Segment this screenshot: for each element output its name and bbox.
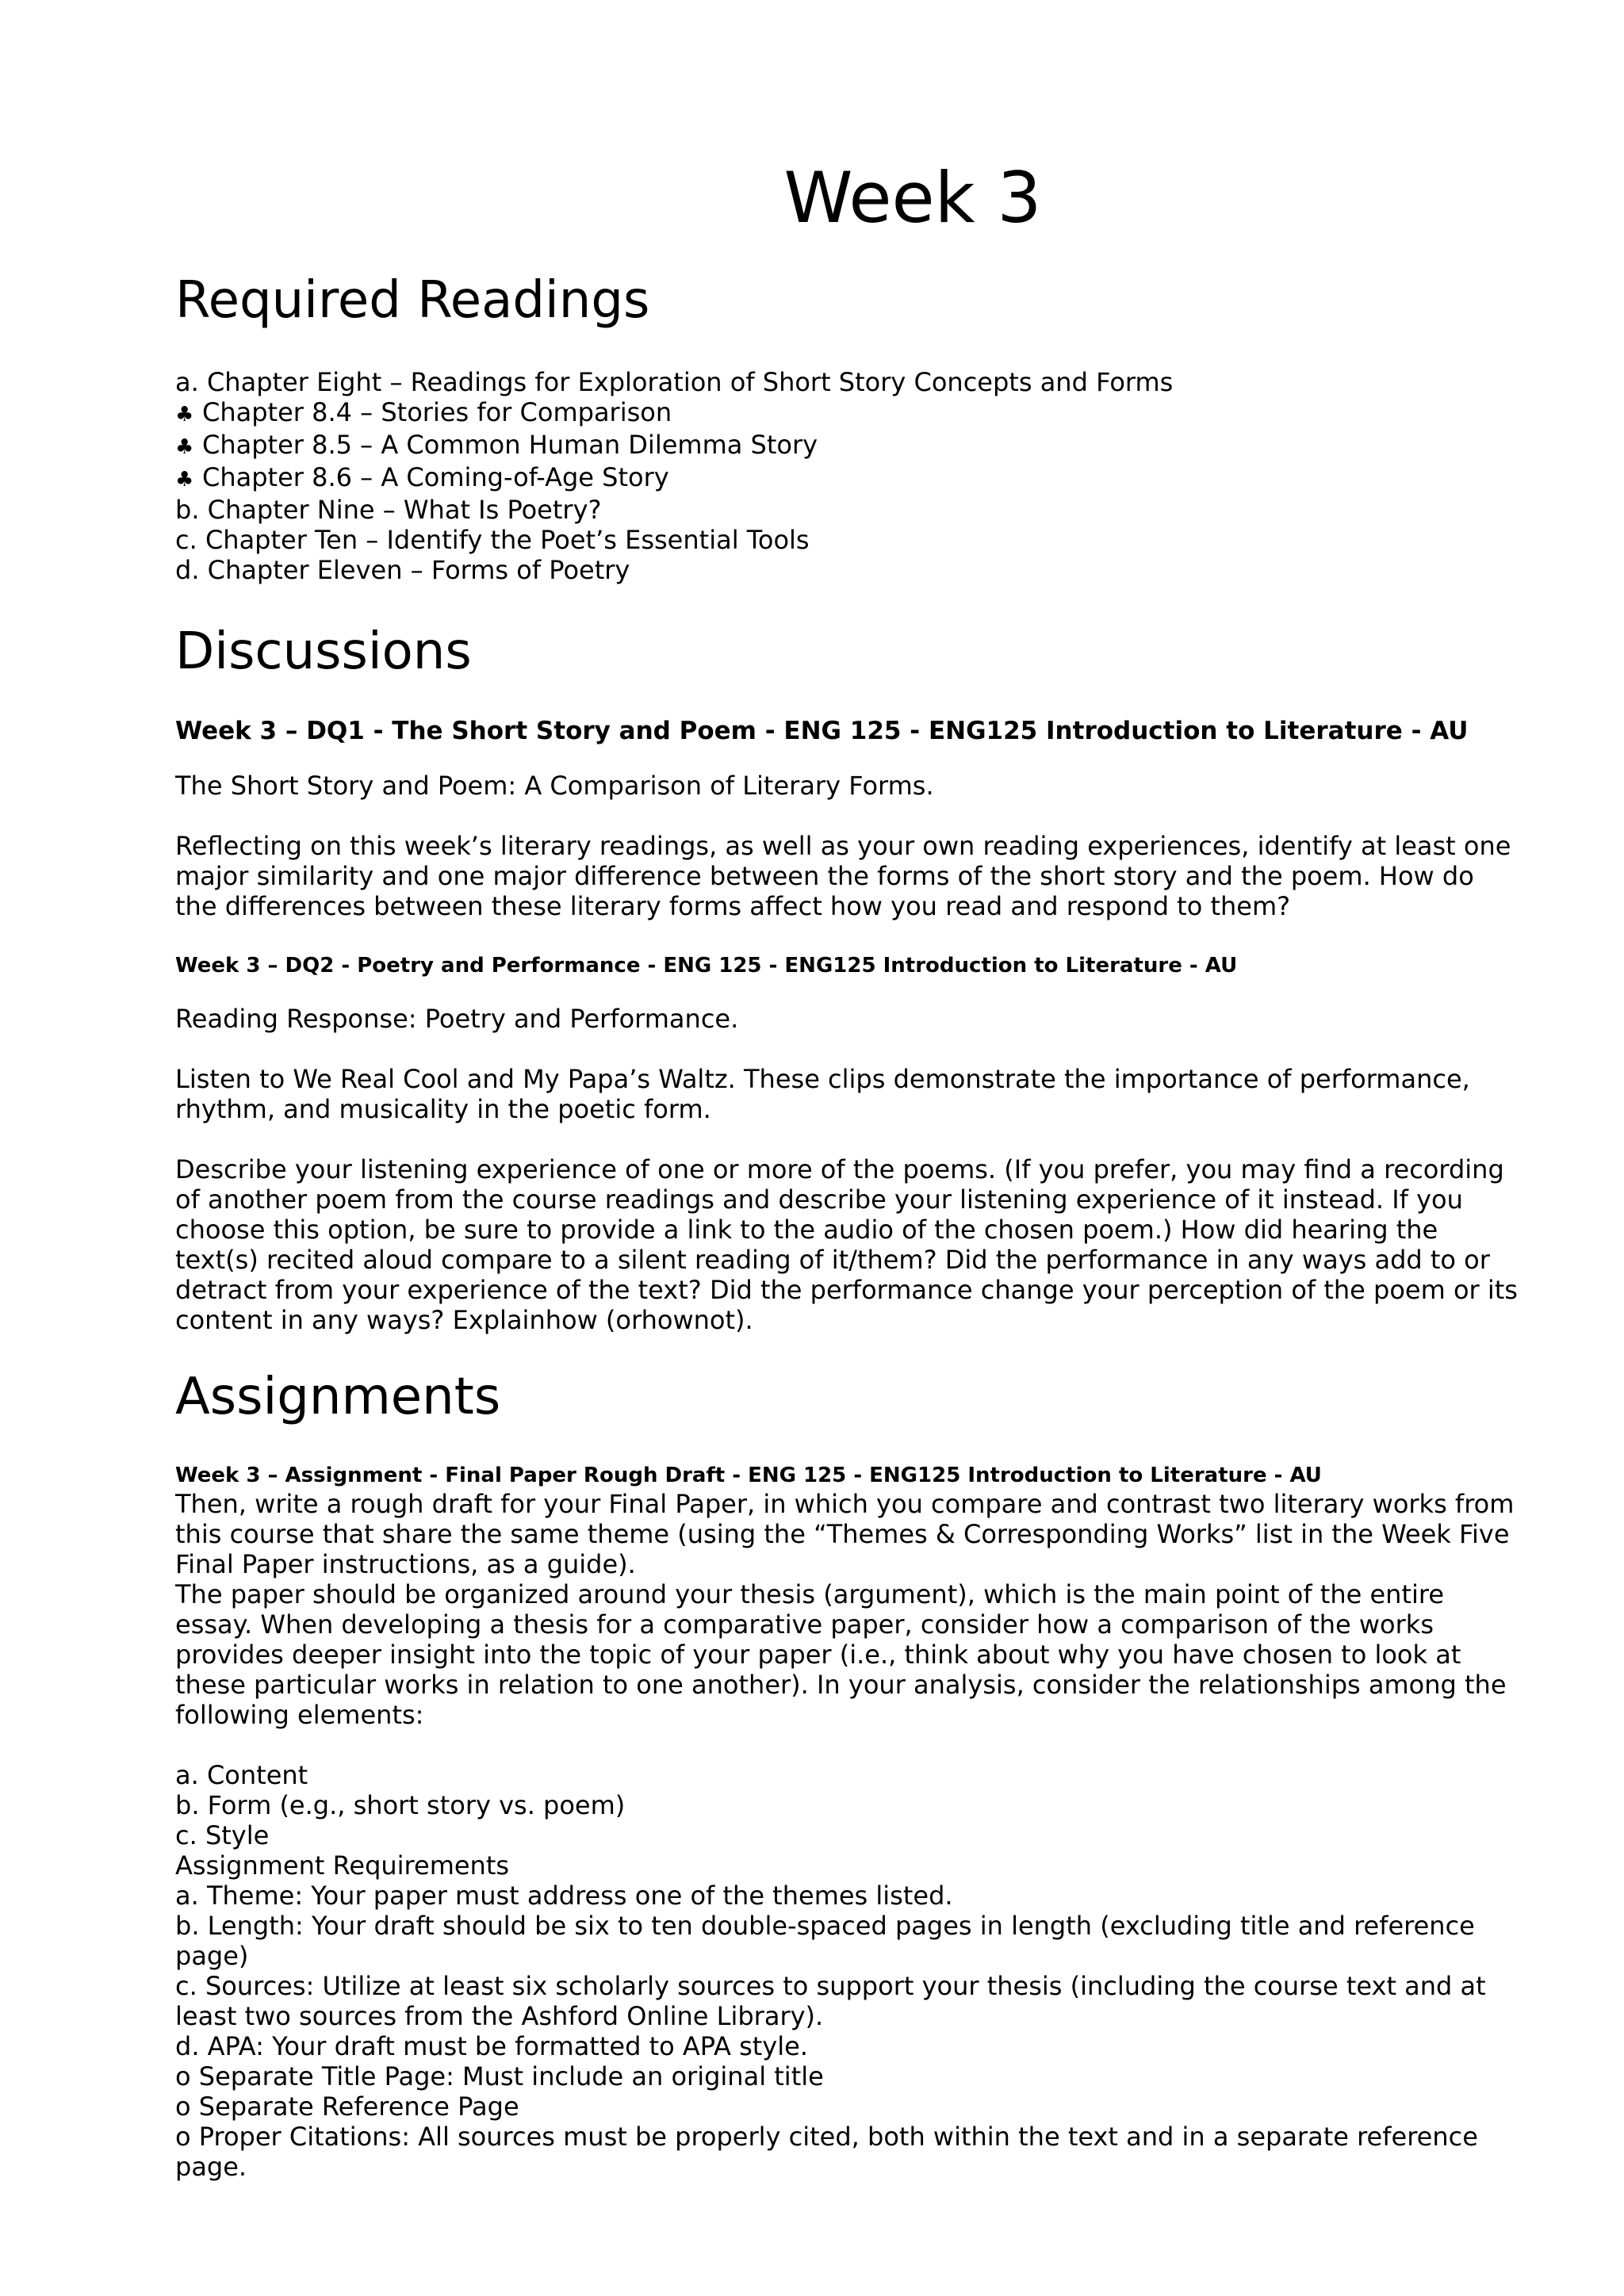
requirements-label: Assignment Requirements <box>175 1850 510 1881</box>
element-item: a. Content <box>175 1760 308 1790</box>
reading-item-text: Chapter 8.5 – A Common Human Dilemma Story <box>202 430 818 460</box>
reading-item-text: a. Chapter Eight – Readings for Exploration of Short Story Concepts and Forms <box>175 367 1174 397</box>
section-heading-assignments: Assignments <box>175 1368 501 1426</box>
blank-line <box>175 1730 1523 1760</box>
dq1-title: Week 3 – DQ1 - The Short Story and Poem - ENG 125 - ENG125 Introduction to Literature - AU <box>175 717 1469 745</box>
element-item: c. Style <box>175 1820 270 1850</box>
section-heading-discussions: Discussions <box>175 622 472 681</box>
reading-item <box>175 462 1523 495</box>
club-bullet-icon: ♣ <box>175 468 194 492</box>
assignment-paragraph-2: The paper should be organized around your thesis (argument), which is the main point of the entire essay. When developing a thesis for a comparative paper, consider how a comparison of the works provides deeper insight into the topic of your paper (i.e., think about why you have chosen to look at these particular works in relation to one another). In your analysis, consider the relationships among the following elements: <box>175 1579 1507 1730</box>
dq1-subtitle: The Short Story and Poem: A Comparison of Literary Forms. <box>175 771 934 801</box>
section-heading-readings: Required Readings <box>175 271 650 330</box>
reading-item-text: c. Chapter Ten – Identify the Poet’s Essential Tools <box>175 525 810 555</box>
requirement-item: c. Sources: Utilize at least six scholarly sources to support your thesis (including the course text and at least two sources from the Ashford Online Library). <box>175 1971 1486 2031</box>
club-bullet-icon: ♣ <box>175 403 194 427</box>
reading-item-text: Chapter 8.4 – Stories for Comparison <box>202 397 672 427</box>
assignment-body <box>175 1489 1523 2182</box>
requirement-item: a. Theme: Your paper must address one of the themes listed. <box>175 1881 953 1911</box>
element-item: b. Form (e.g., short story vs. poem) <box>175 1790 626 1820</box>
dq1-body: Reflecting on this week’s literary readings, as well as your own reading experiences, identify at least one major similarity and one major difference between the forms of the short story and the poem. How do the differences between these literary forms affect how you read and respond to them? <box>175 831 1511 921</box>
dq2-title: Week 3 – DQ2 - Poetry and Performance - ENG 125 - ENG125 Introduction to Literature - AU <box>175 954 1238 978</box>
requirement-item: d. APA: Your draft must be formatted to APA style. <box>175 2031 808 2061</box>
reading-item-text: b. Chapter Nine – What Is Poetry? <box>175 495 602 525</box>
reading-item <box>175 367 1523 397</box>
assignment-paragraph-1: Then, write a rough draft for your Final Paper, in which you compare and contrast two literary works from this course that share the same theme (using the “Themes & Corresponding Works” list in the Week Five Final Paper instructions, as a guide). <box>175 1489 1515 1579</box>
reading-item-text: Chapter 8.6 – A Coming-of-Age Story <box>202 462 669 492</box>
club-bullet-icon: ♣ <box>175 435 194 459</box>
requirement-item: b. Length: Your draft should be six to ten double-spaced pages in length (excluding title and reference page) <box>175 1911 1475 1971</box>
assignment-title: Week 3 – Assignment - Final Paper Rough Draft - ENG 125 - ENG125 Introduction to Literature - AU <box>175 1464 1322 1487</box>
page-title: Week 3 <box>783 157 1042 239</box>
dq2-subtitle: Reading Response: Poetry and Performance. <box>175 1004 739 1034</box>
reading-item-text: d. Chapter Eleven – Forms of Poetry <box>175 555 630 585</box>
reading-item <box>175 555 1523 585</box>
requirement-item: o Proper Citations: All sources must be properly cited, both within the text and in a separate reference page. <box>175 2122 1478 2182</box>
reading-item <box>175 397 1523 430</box>
reading-item <box>175 495 1523 525</box>
reading-item <box>175 430 1523 462</box>
dq2-body-2: Describe your listening experience of one or more of the poems. (If you prefer, you may find a recording of another poem from the course readings and describe your listening experience of it instead. If you choose this option, be sure to provide a link to the audio of the chosen poem.) How did hearing the text(s) recited aloud compare to a silent reading of it/them? Did the performance in any ways add to or detract from your experience of the text? Did the performance change your perception of the poem or its content in any ways? Explainhow (orhownot). <box>175 1154 1518 1335</box>
requirement-item: o Separate Title Page: Must include an original title <box>175 2061 824 2091</box>
document-page <box>175 155 1523 2182</box>
readings-list <box>175 367 1523 585</box>
requirement-item: o Separate Reference Page <box>175 2091 519 2122</box>
reading-item <box>175 525 1523 555</box>
dq2-body-1: Listen to We Real Cool and My Papa’s Waltz. These clips demonstrate the importance of performance, rhythm, and musicality in the poetic form. <box>175 1064 1470 1124</box>
